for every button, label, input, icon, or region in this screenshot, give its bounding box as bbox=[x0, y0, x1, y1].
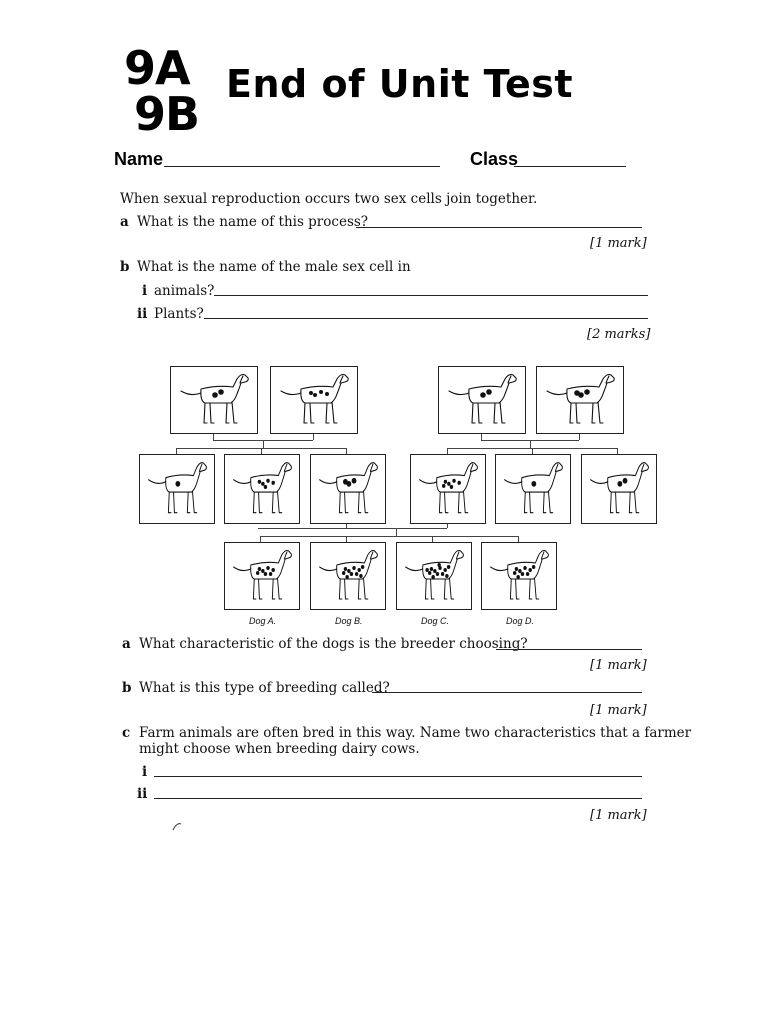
parent-dog-2 bbox=[270, 366, 358, 434]
dog-spot bbox=[447, 482, 450, 486]
q2b-text: What is this type of breeding called? bbox=[139, 680, 390, 696]
dog-spot bbox=[513, 571, 516, 575]
q1b-i-answer-line[interactable] bbox=[214, 295, 648, 296]
connector bbox=[260, 536, 518, 537]
q2c-text-line2: might choose when breeding dairy cows. bbox=[139, 741, 420, 757]
offspring-dog-1 bbox=[139, 454, 215, 524]
q1a-label: a bbox=[120, 214, 129, 230]
dog-d bbox=[481, 542, 557, 610]
q1b-i-label: i bbox=[142, 283, 148, 299]
q2c-text-line1: Farm animals are often bred in this way. Name two characteristics that a farmer bbox=[139, 725, 692, 741]
q2c-ii-label: ii bbox=[137, 786, 148, 802]
dalmatian-drawing bbox=[537, 367, 623, 433]
q1-intro: When sexual reproduction occurs two sex cells join together. bbox=[120, 191, 538, 207]
dog-spot bbox=[359, 574, 362, 578]
q2c-i-answer-line[interactable] bbox=[154, 776, 642, 777]
dog-spot bbox=[343, 479, 348, 485]
dalmatian-drawing bbox=[582, 455, 656, 523]
dog-spot bbox=[431, 575, 434, 579]
dalmatian-drawing bbox=[411, 455, 485, 523]
dalmatian-drawing bbox=[439, 367, 525, 433]
q1b-mark: [2 marks] bbox=[587, 327, 651, 342]
dog-spot bbox=[521, 572, 524, 576]
dalmatian-drawing bbox=[271, 367, 357, 433]
connector bbox=[530, 440, 531, 448]
offspring-dog-5 bbox=[495, 454, 571, 524]
q2a-answer-line[interactable] bbox=[496, 649, 642, 650]
offspring-dog-6 bbox=[581, 454, 657, 524]
connector bbox=[396, 528, 397, 536]
connector bbox=[258, 528, 447, 529]
dog-spot bbox=[264, 485, 267, 489]
dog-spot bbox=[442, 484, 445, 488]
dog-spot bbox=[452, 479, 455, 483]
dog-spot bbox=[352, 566, 355, 570]
q2b-label: b bbox=[122, 680, 132, 696]
q2c-i-label: i bbox=[142, 764, 148, 780]
pen-stroke-mark bbox=[172, 816, 184, 826]
dog-spot bbox=[430, 567, 433, 571]
dalmatian-drawing bbox=[311, 543, 385, 609]
q1b-ii-label: ii bbox=[137, 306, 148, 322]
q1b-ii-answer-line[interactable] bbox=[204, 318, 648, 319]
dog-spot bbox=[261, 482, 264, 486]
dog-spot bbox=[441, 572, 444, 576]
dog-spot bbox=[266, 566, 269, 570]
q2b-answer-line[interactable] bbox=[372, 692, 642, 693]
dog-spot bbox=[325, 392, 329, 396]
dalmatian-drawing bbox=[225, 543, 299, 609]
dog-spot bbox=[531, 481, 536, 487]
dog-spot bbox=[450, 485, 453, 489]
dog-spot bbox=[428, 571, 431, 575]
q2c-label: c bbox=[122, 725, 131, 741]
dog-spot bbox=[447, 565, 450, 569]
unit-code-9b: 9B bbox=[134, 87, 200, 141]
q1a-answer-line[interactable] bbox=[356, 227, 642, 228]
dog-spot bbox=[269, 572, 272, 576]
class-field[interactable] bbox=[514, 166, 626, 167]
dog-spot bbox=[342, 571, 345, 575]
q1b-text: What is the name of the male sex cell in bbox=[137, 259, 411, 275]
q2a-text: What characteristic of the dogs is the breeder choosing? bbox=[139, 636, 528, 652]
dog-spot bbox=[516, 575, 519, 579]
dalmatian-drawing bbox=[171, 367, 257, 433]
caption-dog-b: Dog B. bbox=[335, 616, 363, 626]
dog-spot bbox=[352, 478, 357, 484]
connector bbox=[263, 440, 264, 448]
dog-spot bbox=[623, 478, 628, 484]
dog-spot bbox=[258, 567, 261, 571]
offspring-dog-3 bbox=[310, 454, 386, 524]
dog-spot bbox=[433, 569, 436, 573]
dalmatian-drawing bbox=[140, 455, 214, 523]
dog-spot bbox=[345, 575, 348, 579]
dog-spot bbox=[518, 569, 521, 573]
dog-spot bbox=[319, 390, 323, 394]
parent-dog-1 bbox=[170, 366, 258, 434]
dog-spot bbox=[344, 567, 347, 571]
dog-spot bbox=[212, 392, 218, 398]
dog-spot bbox=[486, 389, 492, 395]
dog-spot bbox=[347, 569, 350, 573]
dog-spot bbox=[264, 572, 267, 576]
q2c-ii-answer-line[interactable] bbox=[154, 798, 642, 799]
offspring-dog-4 bbox=[410, 454, 486, 524]
dog-spot bbox=[574, 390, 580, 396]
dog-spot bbox=[266, 479, 269, 483]
dog-spot bbox=[480, 392, 486, 398]
dog-spot bbox=[256, 571, 259, 575]
dog-spot bbox=[258, 480, 261, 484]
dog-b bbox=[310, 542, 386, 610]
caption-dog-d: Dog D. bbox=[506, 616, 535, 626]
dog-spot bbox=[445, 574, 448, 578]
q1b-i-text: animals? bbox=[154, 283, 215, 299]
dog-spot bbox=[361, 565, 364, 569]
dog-spot bbox=[457, 481, 460, 485]
dalmatian-drawing bbox=[225, 455, 299, 523]
name-label: Name bbox=[114, 149, 164, 169]
dog-spot bbox=[355, 572, 358, 576]
dog-spot bbox=[532, 565, 535, 569]
dog-spot bbox=[523, 566, 526, 570]
dog-spot bbox=[309, 391, 313, 395]
dog-spot bbox=[313, 393, 317, 397]
dog-a bbox=[224, 542, 300, 610]
dog-spot bbox=[437, 563, 440, 567]
dog-spot bbox=[350, 572, 353, 576]
class-label: Class bbox=[470, 149, 519, 169]
dog-spot bbox=[261, 569, 264, 573]
q1b-ii-text: Plants? bbox=[154, 306, 204, 322]
parent-dog-4 bbox=[536, 366, 624, 434]
dog-spot bbox=[444, 480, 447, 484]
caption-dog-c: Dog C. bbox=[421, 616, 450, 626]
dog-spot bbox=[218, 389, 224, 395]
dalmatian-drawing bbox=[311, 455, 385, 523]
dog-spot bbox=[526, 572, 529, 576]
unit-code-9a: 9A bbox=[124, 41, 190, 95]
dog-spot bbox=[584, 389, 590, 395]
parent-dog-3 bbox=[438, 366, 526, 434]
q1a-text: What is the name of this process? bbox=[137, 214, 369, 230]
offspring-dog-2 bbox=[224, 454, 300, 524]
name-field[interactable] bbox=[164, 166, 440, 167]
dog-spot bbox=[528, 568, 531, 572]
q2a-label: a bbox=[122, 636, 131, 652]
q1a-mark: [1 mark] bbox=[590, 236, 647, 251]
dog-spot bbox=[175, 481, 180, 487]
dog-spot bbox=[271, 568, 274, 572]
q2c-mark: [1 mark] bbox=[590, 808, 647, 823]
dog-spot bbox=[515, 567, 518, 571]
dog-spot bbox=[436, 572, 439, 576]
q1b-label: b bbox=[120, 259, 130, 275]
dalmatian-drawing bbox=[496, 455, 570, 523]
dalmatian-drawing bbox=[482, 543, 556, 609]
dog-spot bbox=[425, 568, 428, 572]
q2b-mark: [1 mark] bbox=[590, 703, 647, 718]
dog-c bbox=[396, 542, 472, 610]
dog-spot bbox=[271, 481, 274, 485]
dog-spot bbox=[357, 568, 360, 572]
dog-spot bbox=[617, 481, 622, 487]
dog-spot bbox=[443, 568, 446, 572]
dalmatian-drawing bbox=[397, 543, 471, 609]
q2a-mark: [1 mark] bbox=[590, 658, 647, 673]
caption-dog-a: Dog A. bbox=[249, 616, 277, 626]
page-title: End of Unit Test bbox=[226, 62, 574, 106]
